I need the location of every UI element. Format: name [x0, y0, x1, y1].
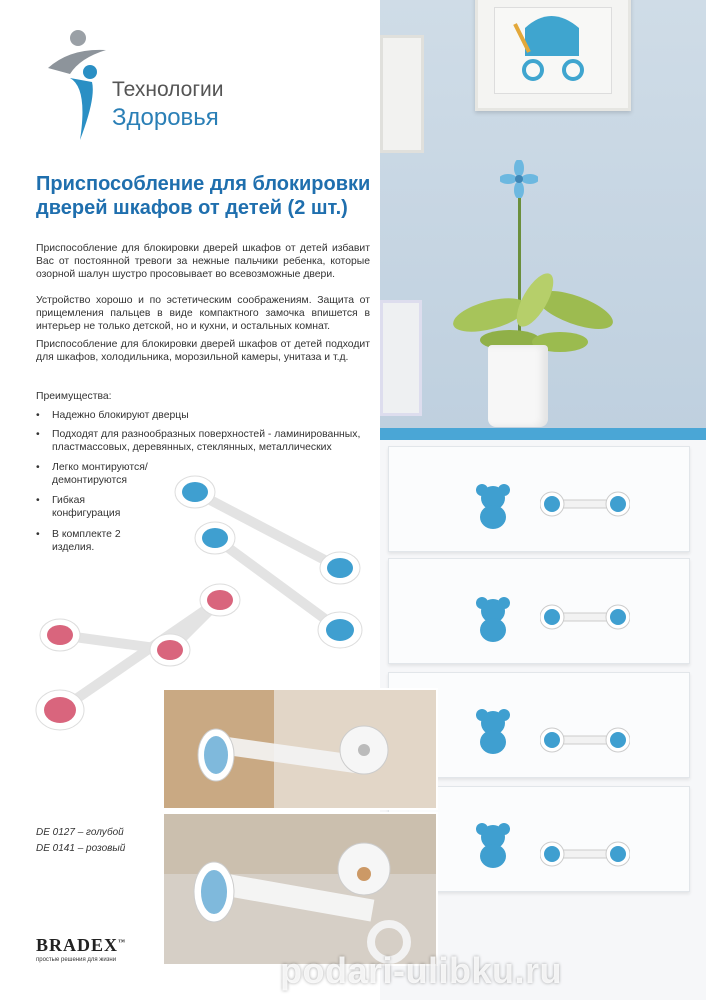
lock-icon: [540, 603, 630, 631]
lock-icon: [540, 840, 630, 868]
description-paragraph: Приспособление для блокировки дверей шкафов от детей подходит для шкафов, холодильника, морозильной камеры, унитаза и т.д.: [36, 339, 370, 363]
bear-knob-icon: [474, 822, 512, 868]
picture-frame: [380, 35, 424, 153]
drawer: [388, 558, 690, 664]
brand-tagline: простые решения для жизни: [36, 957, 117, 963]
logo-line2: Здоровья: [112, 104, 219, 131]
product-code: DE 0127 – голубой: [36, 827, 124, 838]
list-item: • Гибкая конфигурация: [36, 495, 121, 519]
brand-logo: BRADEX™: [36, 935, 127, 955]
detail-photo: [162, 688, 438, 810]
advantages-heading: Преимущества:: [36, 391, 112, 402]
page-title: [36, 172, 376, 220]
picture-frame: [475, 0, 631, 111]
logo-figure-icon: [40, 28, 112, 146]
bear-knob-icon: [474, 708, 512, 754]
site-watermark: podari-ulibku.ru: [280, 950, 562, 991]
list-item: • В комплекте 2 изделия.: [36, 529, 121, 553]
picture-frame: [380, 300, 422, 416]
product-code: DE 0141 – розовый: [36, 843, 126, 854]
bear-knob-icon: [474, 483, 512, 529]
title-line1: Приспособление для блокировки: [36, 173, 371, 195]
detail-photo: [162, 812, 438, 966]
logo-line1: Технологии: [112, 78, 224, 101]
bear-knob-icon: [474, 596, 512, 642]
flower: [500, 160, 538, 198]
description-paragraph: Приспособление для блокировки дверей шкафов от детей избавит Вас от постоянной тревоги за нежные пальчики ребенка, которые озорной шалун шустро просовывает во всевозможные двери.: [36, 243, 370, 280]
plant-pot: [488, 345, 548, 427]
title-line2: дверей шкафов от детей (2 шт.): [36, 197, 348, 219]
description-paragraph: Устройство хорошо и по эстетическим соображениям. Защита от прищемления пальцев в виде компактного замочка впишется в интерьер не только детской, но и кухни, и остальных комнат.: [36, 295, 370, 332]
list-item: • Надежно блокируют дверцы: [36, 410, 189, 421]
list-item: • Подходят для разнообразных поверхностей - ламинированных, пластмассовых, деревянных, стеклянных, металлических: [36, 429, 361, 453]
lock-icon: [540, 726, 630, 754]
list-item: • Легко монтируются/ демонтируются: [36, 462, 148, 486]
drawer: [388, 446, 690, 552]
lock-icon: [540, 490, 630, 518]
